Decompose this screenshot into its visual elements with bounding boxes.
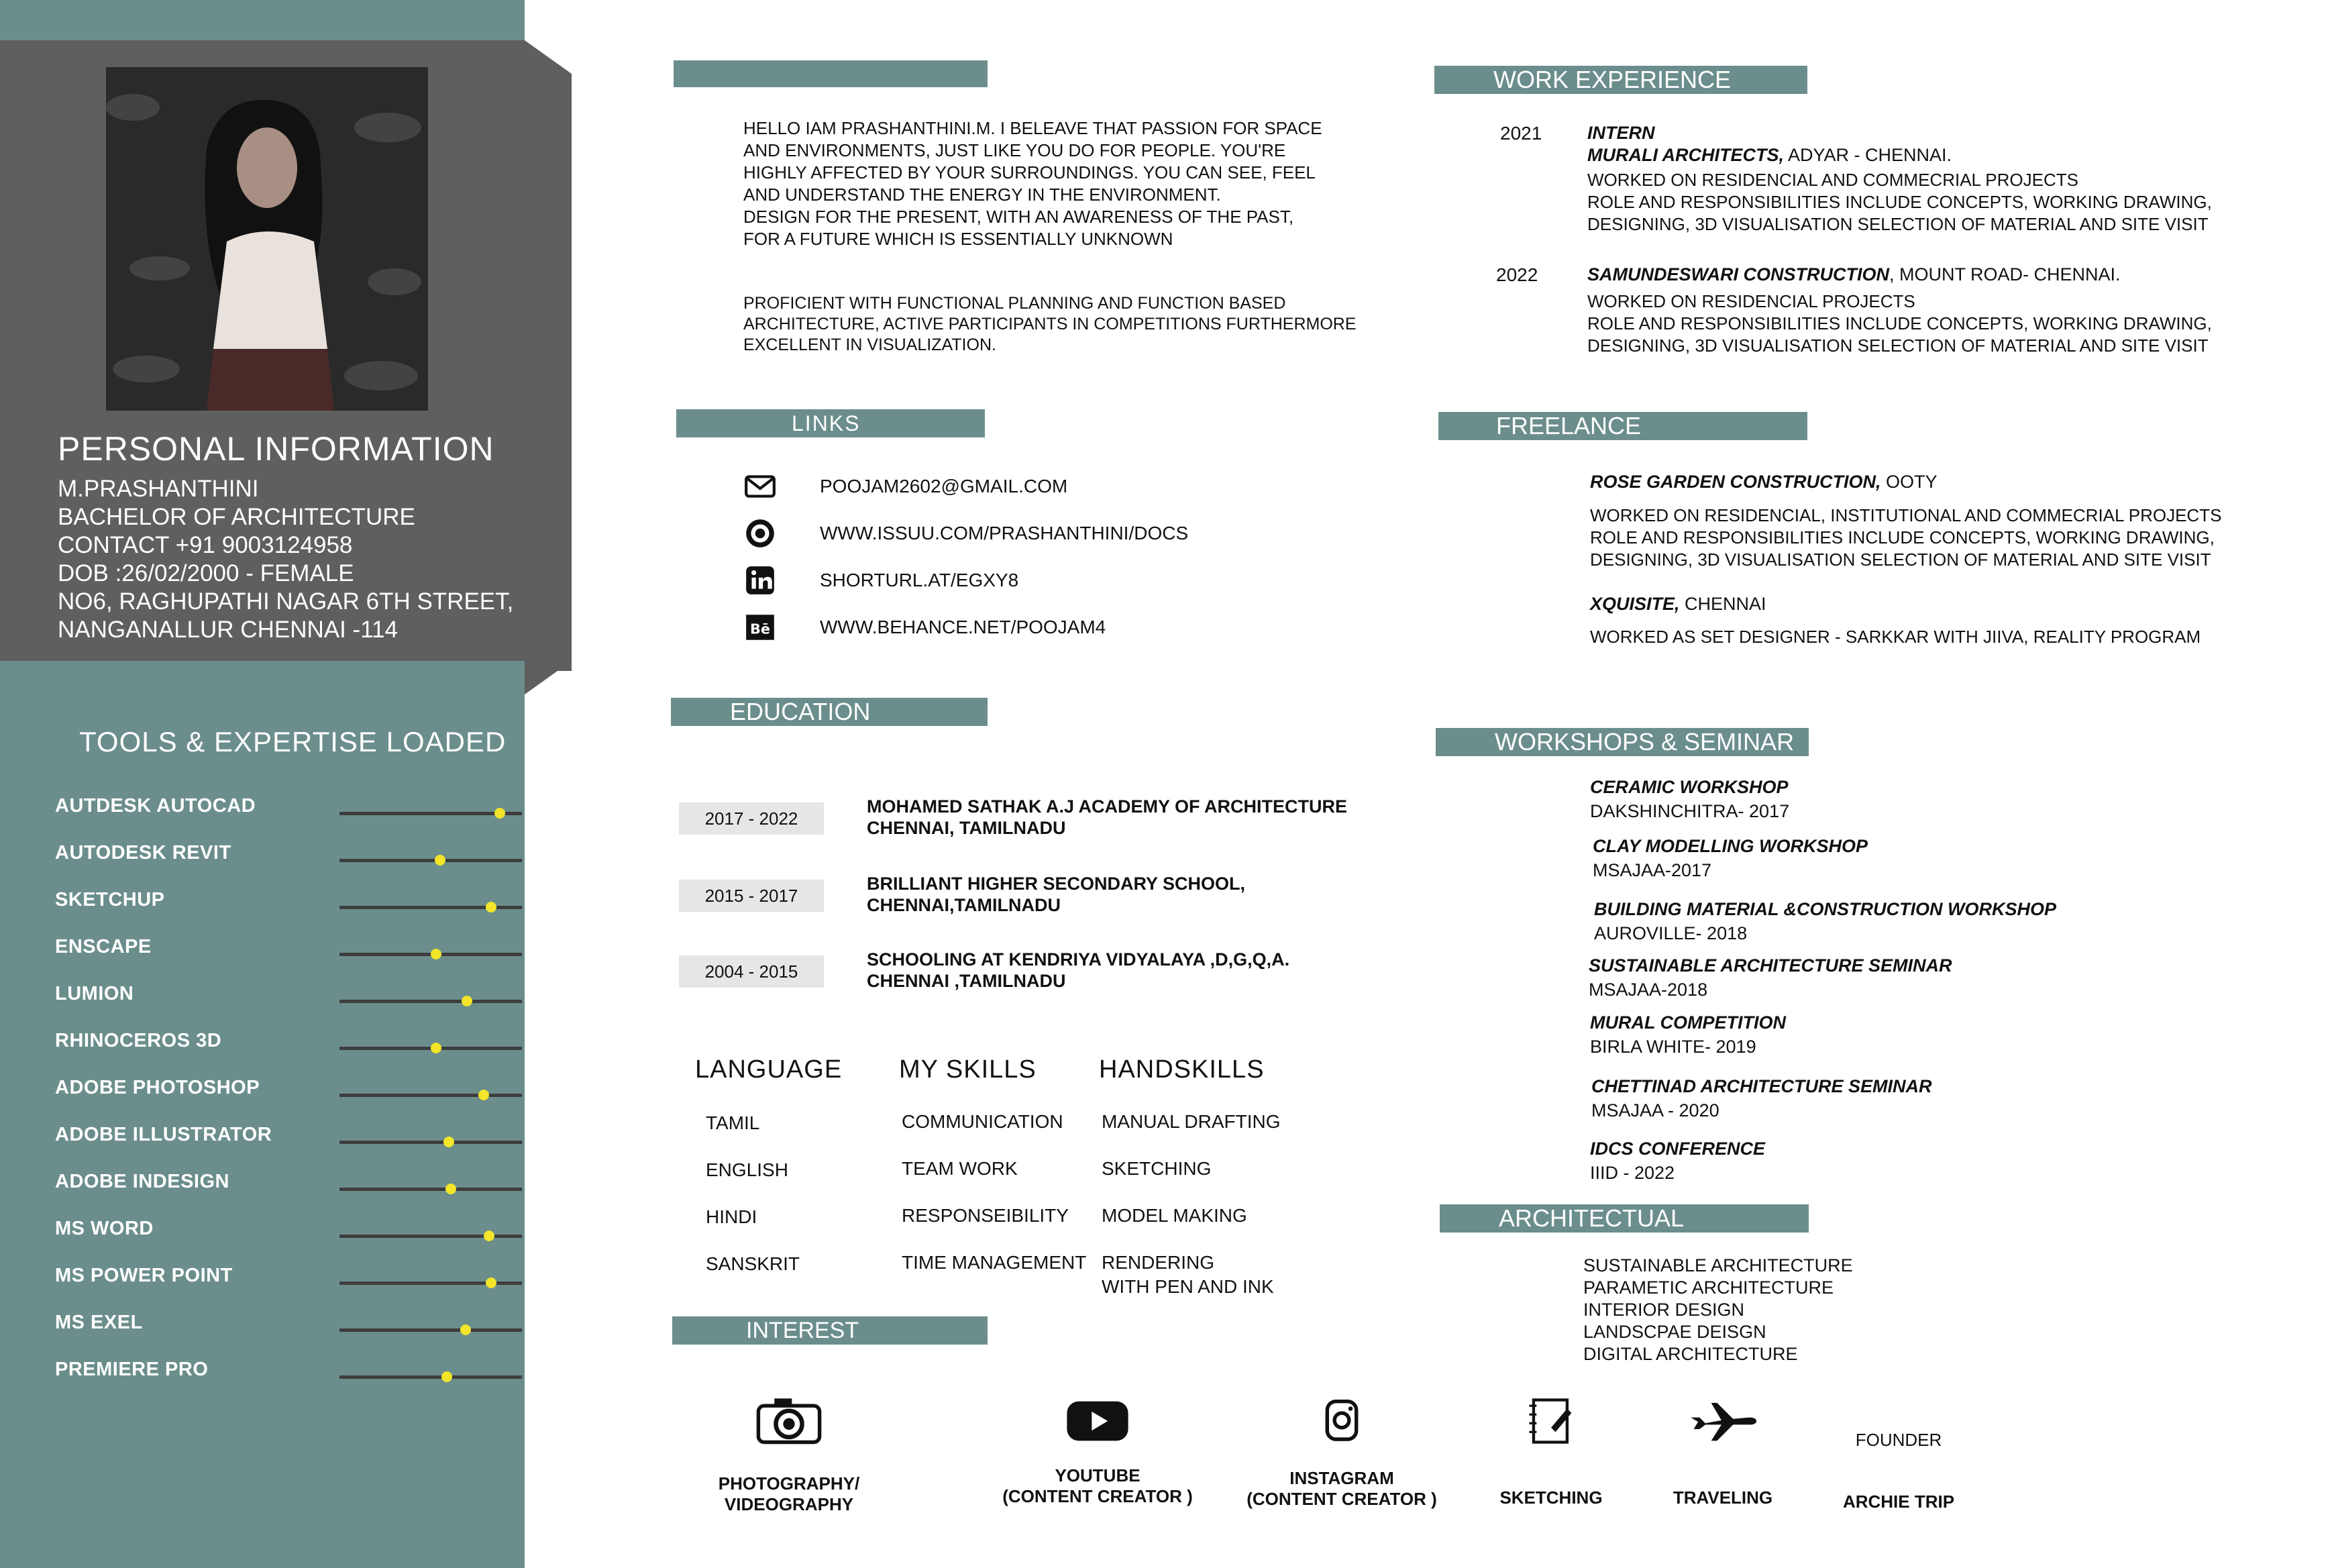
interest-caption: PHOTOGRAPHY/ bbox=[718, 1473, 860, 1494]
about-line: ARCHITECTURE, ACTIVE PARTICIPANTS IN COMPETITIONS FURTHERMORE bbox=[743, 315, 1357, 333]
youtube-icon bbox=[1061, 1396, 1134, 1447]
about-line: FOR A FUTURE WHICH IS ESSENTIALLY UNKNOWN bbox=[743, 229, 1173, 249]
tool-level-track bbox=[339, 1328, 522, 1332]
freelance-detail: DESIGNING, 3D VISUALISATION SELECTION OF MATERIAL AND SITE VISIT bbox=[1590, 550, 2211, 570]
workshop-detail: MSAJAA-2018 bbox=[1589, 980, 1708, 1000]
tool-level-track bbox=[339, 859, 522, 862]
sidebar-top-strip bbox=[0, 0, 525, 40]
tool-level-track bbox=[339, 1282, 522, 1285]
about-line: DESIGN FOR THE PRESENT, WITH AN AWARENESS OF THE PAST, bbox=[743, 207, 1294, 227]
tools-title: TOOLS & EXPERTISE LOADED bbox=[79, 726, 507, 757]
work-location: ADYAR - CHENNAI. bbox=[1783, 145, 1952, 165]
svg-text:Bē: Bē bbox=[749, 621, 771, 637]
tool-level-track bbox=[339, 1375, 522, 1379]
tool-level-dot bbox=[484, 1231, 494, 1241]
tool-level-dot bbox=[462, 996, 472, 1006]
handskill-item: WITH PEN AND INK bbox=[1102, 1276, 1274, 1297]
arch-interests-title: ARCHITECTUAL INTERESTS bbox=[1499, 1204, 1683, 1260]
link-text[interactable]: POOJAM2602@GMAIL.COM bbox=[820, 476, 1068, 496]
skills-title: MY SKILLS bbox=[899, 1055, 1037, 1084]
tool-level-dot bbox=[486, 1277, 496, 1288]
work-company-line bbox=[1587, 264, 2121, 285]
tool-level-track bbox=[339, 812, 522, 815]
education-line: MOHAMED SATHAK A.J ACADEMY OF ARCHITECTURE bbox=[867, 796, 1348, 817]
work-detail: WORKED ON RESIDENCIAL AND COMMECRIAL PROJECTS bbox=[1587, 170, 2078, 190]
work-year: 2021 bbox=[1500, 123, 1542, 144]
personal-info-line: M.PRASHANTHINI bbox=[58, 476, 259, 502]
tool-level-dot bbox=[431, 949, 441, 959]
work-detail: DESIGNING, 3D VISUALISATION SELECTION OF MATERIAL AND SITE VISIT bbox=[1587, 214, 2209, 234]
language-item: SANSKRIT bbox=[706, 1253, 800, 1274]
arch-interest-item: INTERIOR DESIGN bbox=[1583, 1300, 1745, 1320]
tool-label: RHINOCEROS 3D bbox=[55, 1030, 222, 1051]
workshop-name: BUILDING MATERIAL &CONSTRUCTION WORKSHOP bbox=[1594, 899, 2056, 919]
language-item: TAMIL bbox=[706, 1112, 760, 1133]
mail-icon bbox=[743, 470, 777, 503]
tool-label: AUTDESK AUTOCAD bbox=[55, 795, 256, 817]
about-line: HELLO IAM PRASHANTHINI.M. I BELEAVE THAT PASSION FOR SPACE bbox=[743, 118, 1322, 138]
instagram-icon bbox=[1305, 1396, 1379, 1447]
interest-caption: VIDEOGRAPHY bbox=[724, 1494, 854, 1514]
interest-caption: ARCHIE TRIP bbox=[1842, 1492, 1955, 1512]
workshop-name: SUSTAINABLE ARCHITECTURE SEMINAR bbox=[1589, 955, 1952, 976]
tool-label: ENSCAPE bbox=[55, 936, 152, 957]
tool-level-dot bbox=[494, 808, 505, 819]
education-institution bbox=[867, 873, 1245, 916]
skill-item: COMMUNICATION bbox=[902, 1111, 1063, 1132]
freelance-detail: ROLE AND RESPONSIBILITIES INCLUDE CONCEPTS, WORKING DRAWING, bbox=[1590, 527, 2215, 547]
language-title: LANGUAGE bbox=[695, 1055, 843, 1084]
tool-label: ADOBE PHOTOSHOP bbox=[55, 1077, 260, 1098]
personal-info-line: DOB :26/02/2000 - FEMALE bbox=[58, 560, 354, 586]
tool-level-track bbox=[339, 1141, 522, 1144]
handskills-title: HANDSKILLS bbox=[1099, 1055, 1265, 1084]
workshop-name: CERAMIC WORKSHOP bbox=[1590, 777, 1789, 797]
personal-info-line: CONTACT +91 9003124958 bbox=[58, 532, 353, 558]
education-years: 2017 - 2022 bbox=[679, 802, 824, 835]
freelance-detail: WORKED AS SET DESIGNER - SARKKAR WITH JIIVA, REALITY PROGRAM bbox=[1590, 627, 2201, 647]
about-line: AND UNDERSTAND THE ENERGY IN THE ENVIRONMENT. bbox=[743, 185, 1221, 205]
links-header bbox=[676, 409, 985, 437]
behance-icon bbox=[743, 611, 777, 644]
tool-level-track bbox=[339, 1000, 522, 1003]
camera-icon bbox=[752, 1396, 826, 1447]
issuu-icon bbox=[743, 517, 777, 550]
tool-level-track bbox=[339, 1094, 522, 1097]
education-line: CHENNAI ,TAMILNADU bbox=[867, 971, 1066, 991]
arch-interest-item: PARAMETIC ARCHITECTURE bbox=[1583, 1277, 1834, 1298]
interest-title: INTEREST bbox=[746, 1318, 859, 1343]
education-institution bbox=[867, 949, 1289, 992]
workshop-name: CHETTINAD ARCHITECTURE SEMINAR bbox=[1591, 1076, 1932, 1096]
skill-item: TIME MANAGEMENT bbox=[902, 1252, 1087, 1273]
tool-level-dot bbox=[445, 1184, 456, 1194]
education-years: 2015 - 2017 bbox=[679, 880, 824, 912]
workshop-detail: AUROVILLE- 2018 bbox=[1594, 923, 1748, 943]
tool-level-track bbox=[339, 906, 522, 909]
workshop-name: CLAY MODELLING WORKSHOP bbox=[1593, 836, 1868, 856]
skill-item: TEAM WORK bbox=[902, 1158, 1018, 1179]
tool-level-track bbox=[339, 953, 522, 956]
interest-caption: INSTAGRAM bbox=[1289, 1468, 1394, 1488]
interest-caption: (CONTENT CREATOR ) bbox=[1002, 1486, 1193, 1506]
about-line: AND ENVIRONMENTS, JUST LIKE YOU DO FOR PEOPLE. YOU'RE bbox=[743, 140, 1286, 160]
tool-level-dot bbox=[478, 1090, 489, 1100]
tool-label: SKETCHUP bbox=[55, 889, 165, 910]
freelance-company: XQUISITE, bbox=[1590, 594, 1680, 614]
tool-level-dot bbox=[431, 1043, 441, 1053]
workshop-detail: MSAJAA - 2020 bbox=[1591, 1100, 1719, 1120]
linkedin-icon bbox=[743, 564, 777, 597]
handskill-item: SKETCHING bbox=[1102, 1158, 1212, 1179]
work-title: WORK EXPERIENCE bbox=[1493, 66, 1732, 93]
workshop-name: IDCS CONFERENCE bbox=[1590, 1139, 1766, 1159]
interest-header bbox=[672, 1316, 988, 1345]
about-paragraph-1 bbox=[743, 117, 1322, 250]
handskill-item: RENDERING bbox=[1102, 1252, 1215, 1273]
work-location: , MOUNT ROAD- CHENNAI. bbox=[1889, 264, 2121, 284]
education-line: SCHOOLING AT KENDRIYA VIDYALAYA ,D,G,Q,A. bbox=[867, 949, 1290, 970]
about-header-bar bbox=[674, 60, 988, 87]
freelance-company: ROSE GARDEN CONSTRUCTION, bbox=[1590, 472, 1881, 492]
handskill-item: MANUAL DRAFTING bbox=[1102, 1111, 1281, 1132]
workshop-detail: IIID - 2022 bbox=[1590, 1163, 1675, 1183]
profile-photo bbox=[106, 67, 428, 411]
freelance-company-line bbox=[1590, 472, 1938, 492]
skill-item: RESPONSEIBILITY bbox=[902, 1205, 1069, 1226]
tool-label: MS EXEL bbox=[55, 1312, 143, 1333]
education-title: EDUCATION bbox=[730, 698, 871, 725]
education-header bbox=[671, 698, 988, 726]
language-item: HINDI bbox=[706, 1206, 757, 1227]
tool-label: MS WORD bbox=[55, 1218, 154, 1239]
panel-notch bbox=[525, 661, 572, 694]
workshop-detail: DAKSHINCHITRA- 2017 bbox=[1590, 801, 1790, 821]
freelance-company-line bbox=[1590, 594, 1766, 615]
about-line: EXCELLENT IN VISUALIZATION. bbox=[743, 335, 996, 354]
arch-interest-item: LANDSCPAE DEISGN bbox=[1583, 1322, 1766, 1342]
work-detail: DESIGNING, 3D VISUALISATION SELECTION OF MATERIAL AND SITE VISIT bbox=[1587, 335, 2209, 356]
work-company-line bbox=[1587, 145, 1952, 166]
about-paragraph-2 bbox=[743, 293, 1357, 356]
interest-caption: YOUTUBE bbox=[1055, 1465, 1141, 1485]
arch-interest-item: DIGITAL ARCHITECTURE bbox=[1583, 1344, 1798, 1364]
personal-info-line: NO6, RAGHUPATHI NAGAR 6TH STREET, bbox=[58, 588, 514, 615]
workshop-detail: BIRLA WHITE- 2019 bbox=[1590, 1037, 1756, 1057]
about-line: HIGHLY AFFECTED BY YOUR SURROUNDINGS. YOU CAN SEE, FEEL bbox=[743, 162, 1316, 182]
tool-label: ADOBE ILLUSTRATOR bbox=[55, 1124, 272, 1145]
work-year: 2022 bbox=[1496, 264, 1538, 285]
freelance-location: CHENNAI bbox=[1679, 594, 1766, 614]
links-title: LINKS bbox=[792, 411, 861, 435]
tool-label: MS POWER POINT bbox=[55, 1265, 233, 1286]
tool-label: AUTODESK REVIT bbox=[55, 842, 231, 864]
workshops-header bbox=[1436, 728, 1809, 756]
personal-info-line: NANGANALLUR CHENNAI -114 bbox=[58, 617, 398, 643]
freelance-title: FREELANCE bbox=[1496, 412, 1642, 439]
work-company: MURALI ARCHITECTS, bbox=[1587, 145, 1784, 165]
freelance-header bbox=[1438, 412, 1807, 440]
work-detail: ROLE AND RESPONSIBILITIES INCLUDE CONCEPTS, WORKING DRAWING, bbox=[1587, 192, 2212, 212]
work-detail: WORKED ON RESIDENCIAL PROJECTS bbox=[1587, 291, 1915, 311]
workshop-name: MURAL COMPETITION bbox=[1590, 1012, 1786, 1033]
work-detail: ROLE AND RESPONSIBILITIES INCLUDE CONCEPTS, WORKING DRAWING, bbox=[1587, 313, 2212, 333]
sketchbook-icon bbox=[1514, 1396, 1588, 1447]
tool-level-dot bbox=[435, 855, 445, 866]
tool-level-dot bbox=[443, 1137, 454, 1147]
interest-caption: FOUNDER bbox=[1855, 1430, 1942, 1450]
education-institution bbox=[867, 796, 1347, 839]
link-text[interactable]: WWW.ISSUU.COM/PRASHANTHINI/DOCS bbox=[820, 523, 1189, 543]
tool-level-dot bbox=[460, 1324, 471, 1335]
freelance-location: OOTY bbox=[1881, 472, 1938, 492]
tool-level-dot bbox=[486, 902, 496, 912]
work-header bbox=[1434, 66, 1807, 94]
link-text[interactable]: WWW.BEHANCE.NET/POOJAM4 bbox=[820, 617, 1106, 637]
arch-interests-header bbox=[1440, 1204, 1809, 1260]
interest-caption: TRAVELING bbox=[1673, 1487, 1773, 1508]
education-years: 2004 - 2015 bbox=[679, 955, 824, 988]
education-line: BRILLIANT HIGHER SECONDARY SCHOOL, bbox=[867, 874, 1246, 894]
work-role: INTERN bbox=[1587, 123, 1655, 143]
education-line: CHENNAI, TAMILNADU bbox=[867, 818, 1066, 838]
workshops-title: WORKSHOPS & SEMINAR bbox=[1495, 728, 1795, 755]
about-line: PROFICIENT WITH FUNCTIONAL PLANNING AND FUNCTION BASED bbox=[743, 294, 1286, 313]
arch-interest-item: SUSTAINABLE ARCHITECTURE bbox=[1583, 1255, 1853, 1275]
personal-info-line: BACHELOR OF ARCHITECTURE bbox=[58, 504, 415, 530]
workshop-detail: MSAJAA-2017 bbox=[1593, 860, 1712, 880]
tool-label: PREMIERE PRO bbox=[55, 1359, 209, 1380]
handskill-item: MODEL MAKING bbox=[1102, 1205, 1247, 1226]
work-company: SAMUNDESWARI CONSTRUCTION bbox=[1587, 264, 1889, 284]
airplane-icon bbox=[1686, 1396, 1760, 1447]
education-line: CHENNAI,TAMILNADU bbox=[867, 895, 1061, 915]
tool-level-track bbox=[339, 1188, 522, 1191]
link-text[interactable]: SHORTURL.AT/EGXY8 bbox=[820, 570, 1019, 590]
tool-level-dot bbox=[441, 1371, 452, 1382]
interest-caption: (CONTENT CREATOR ) bbox=[1247, 1489, 1437, 1509]
personal-info-title: PERSONAL INFORMATION bbox=[58, 430, 494, 468]
tool-label: ADOBE INDESIGN bbox=[55, 1171, 229, 1192]
interest-caption: SKETCHING bbox=[1499, 1487, 1603, 1508]
tool-label: LUMION bbox=[55, 983, 134, 1004]
language-item: ENGLISH bbox=[706, 1159, 788, 1180]
tool-level-track bbox=[339, 1235, 522, 1238]
freelance-detail: WORKED ON RESIDENCIAL, INSTITUTIONAL AND COMMECRIAL PROJECTS bbox=[1590, 505, 2222, 525]
tool-level-track bbox=[339, 1047, 522, 1050]
